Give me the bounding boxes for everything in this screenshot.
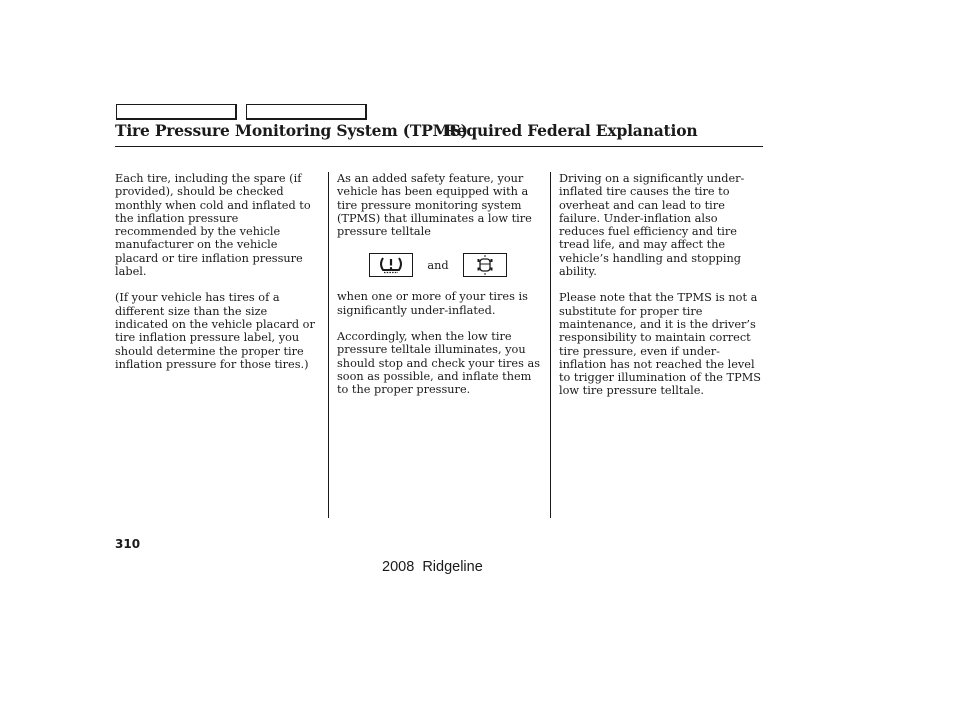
- paragraph: Driving on a significantly under-inflated tire causes the tire to overheat and can lead to tire failure. Under-inflation also reduces fuel efficiency and tire tread life, and may affect the vehicle’s handling and stopping ability.: [559, 172, 745, 279]
- and-label: and: [427, 258, 449, 272]
- section-title: Tire Pressure Monitoring System (TPMS): [115, 121, 468, 140]
- page-number: 310: [115, 537, 141, 551]
- nav-tab-index[interactable]: [246, 104, 367, 120]
- paragraph: Each tire, including the spare (if provided), should be checked monthly when cold and inflated to the inflation pressure recommended by the vehicle manufacturer on the vehicle placard or tire inflation pressure label.: [115, 172, 311, 279]
- telltale-icons: [337, 251, 545, 279]
- paragraph: As an added safety feature, your vehicle has been equipped with a tire pressure monitoring system (TPMS) that illuminates a low tire pressure telltale: [337, 172, 532, 239]
- section-subtitle: Required Federal Explanation: [444, 121, 698, 140]
- paragraph: Please note that the TPMS is not a substitute for proper tire maintenance, and it is the driver’s responsibility to maintain correct tire pressure, even if under-inflation has not reached the level to trigger illumination of the TPMS low tire pressure telltale.: [559, 291, 762, 398]
- tire-pressure-warning-icon: [369, 253, 413, 277]
- paragraph: Accordingly, when the low tire pressure telltale illuminates, you should stop and check your tires as soon as possible, and inflate them to the proper pressure.: [337, 330, 541, 397]
- text-column-3: [559, 172, 765, 411]
- text-column-1: [115, 172, 321, 384]
- paragraph: (If your vehicle has tires of a different size than the size indicated on the vehicle placard or tire inflation pressure label, you should determine the proper tire inflation pressure for those tires.): [115, 291, 315, 371]
- column-divider: [328, 172, 329, 518]
- text-column-2: [337, 172, 545, 410]
- paragraph: when one or more of your tires is significantly under-inflated.: [337, 290, 528, 317]
- vehicle-tire-position-icon: [463, 253, 507, 277]
- column-divider: [550, 172, 551, 518]
- header-rule: [115, 146, 763, 147]
- nav-tab-previous[interactable]: [116, 104, 237, 120]
- footer-model: 2008 Ridgeline: [382, 559, 483, 575]
